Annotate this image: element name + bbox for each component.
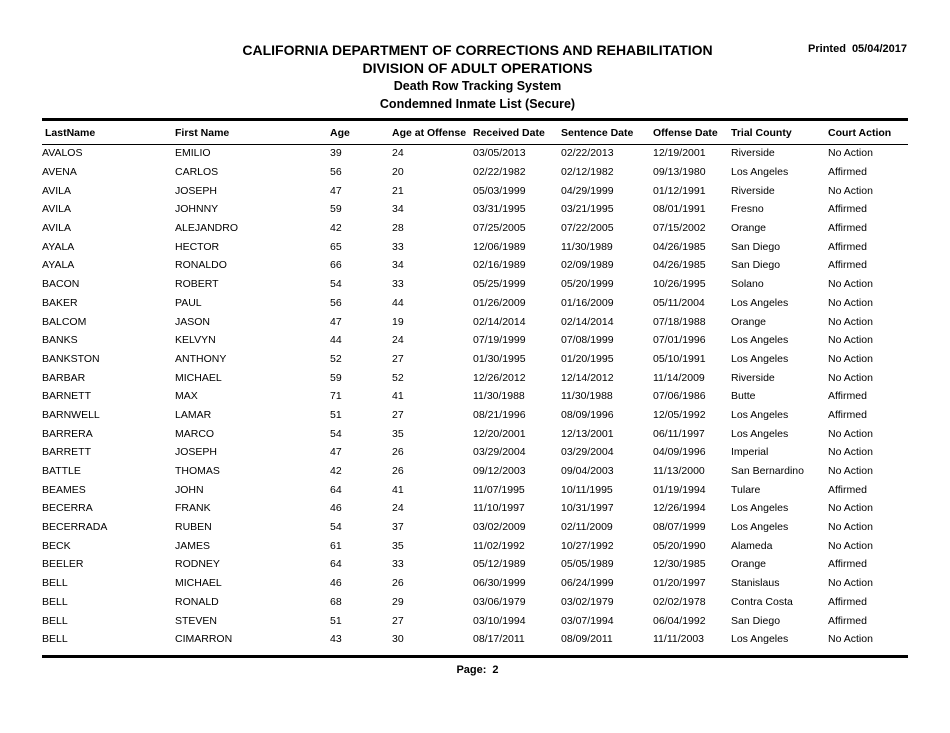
received-date-cell: 01/30/1995 [473,352,526,365]
offense-date-cell: 04/26/1985 [653,240,706,253]
first-name-cell: LAMAR [175,408,212,421]
sentence-date-cell: 05/05/1989 [561,558,614,571]
first-name-cell: FRANK [175,502,211,515]
court-action-cell: No Action [828,371,873,384]
trial-county-cell: Butte [731,390,756,403]
first-name-cell: JAMES [175,539,211,552]
age-at-offense-cell: 21 [392,184,404,197]
trial-county-cell: Solano [731,278,764,291]
age-at-offense-cell: 26 [392,446,404,459]
age-at-offense-cell: 35 [392,427,404,440]
header-col-trial-county: Trial County [731,126,792,139]
offense-date-cell: 01/12/1991 [653,184,706,197]
table-row [42,611,908,630]
age-at-offense-cell: 27 [392,352,404,365]
offense-date-cell: 11/11/2003 [653,633,704,646]
received-date-cell: 08/21/1996 [473,408,526,421]
received-date-cell: 02/16/1989 [473,259,526,272]
table-header [42,121,908,144]
age-at-offense-cell: 34 [392,259,404,272]
sentence-date-cell: 02/12/1982 [561,166,614,179]
court-action-cell: Affirmed [828,595,867,608]
age-cell: 42 [330,222,342,235]
system-title: Death Row Tracking System [393,79,562,93]
table-row [42,406,908,425]
offense-date-cell: 11/13/2000 [653,465,705,478]
table-row [42,630,908,649]
last-name-cell: BATTLE [42,465,81,478]
table-header-row [42,121,908,144]
age-at-offense-cell: 27 [392,408,404,421]
offense-date-cell: 12/05/1992 [653,408,706,421]
court-action-cell: No Action [828,315,873,328]
received-date-cell: 02/14/2014 [473,315,526,328]
age-cell: 52 [330,352,342,365]
table-row [42,256,908,275]
age-at-offense-cell: 20 [392,166,404,179]
offense-date-cell: 07/18/1988 [653,315,706,328]
last-name-cell: BELL [42,614,68,627]
table-row [42,144,908,163]
offense-date-cell: 06/04/1992 [653,614,706,627]
age-cell: 64 [330,558,342,571]
trial-county-cell: Los Angeles [731,502,789,515]
offense-date-cell: 12/19/2001 [653,147,706,160]
age-cell: 61 [330,539,342,552]
table-row [42,480,908,499]
first-name-cell: ALEJANDRO [175,222,239,235]
trial-county-cell: San Diego [731,614,781,627]
age-cell: 59 [330,203,342,216]
age-at-offense-cell: 29 [392,595,404,608]
sentence-date-cell: 12/13/2001 [561,427,614,440]
report-title: Condemned Inmate List (Secure) [379,97,576,111]
sentence-date-cell: 03/29/2004 [561,446,614,459]
court-action-cell: Affirmed [828,166,867,179]
trial-county-cell: Los Angeles [731,296,789,309]
age-cell: 43 [330,633,342,646]
first-name-cell: MARCO [175,427,215,440]
page-number: 2 [492,664,499,676]
age-at-offense-cell: 44 [392,296,404,309]
first-name-cell: MICHAEL [175,371,222,384]
header-col-age-at-offense: Age at Offense [392,126,467,139]
offense-date-cell: 01/20/1997 [653,577,706,590]
received-date-cell: 09/12/2003 [473,465,526,478]
first-name-cell: RUBEN [175,521,212,534]
table-row [42,275,908,294]
received-date-cell: 11/07/1995 [473,483,525,496]
last-name-cell: BARRERA [42,427,93,440]
received-date-cell: 11/30/1988 [473,390,525,403]
first-name-cell: PAUL [175,296,202,309]
table-row [42,555,908,574]
age-cell: 68 [330,595,342,608]
offense-date-cell: 05/10/1991 [653,352,706,365]
trial-county-cell: Orange [731,222,767,235]
sentence-date-cell: 10/11/1995 [561,483,613,496]
first-name-cell: MAX [175,390,198,403]
sentence-date-cell: 12/14/2012 [561,371,614,384]
court-action-cell: No Action [828,502,873,515]
received-date-cell: 03/02/2009 [473,521,526,534]
last-name-cell: BALCOM [42,315,87,328]
age-at-offense-cell: 33 [392,278,404,291]
sentence-date-cell: 01/20/1995 [561,352,614,365]
received-date-cell: 12/26/2012 [473,371,526,384]
first-name-cell: THOMAS [175,465,220,478]
trial-county-cell: Contra Costa [731,595,793,608]
sentence-date-cell: 01/16/2009 [561,296,614,309]
last-name-cell: AYALA [42,259,75,272]
trial-county-cell: Los Angeles [731,166,789,179]
trial-county-cell: San Diego [731,240,781,253]
table-row [42,200,908,219]
age-at-offense-cell: 28 [392,222,404,235]
table-row [42,219,908,238]
sentence-date-cell: 10/27/1992 [561,539,614,552]
table-row [42,499,908,518]
age-cell: 59 [330,371,342,384]
trial-county-cell: Los Angeles [731,334,789,347]
last-name-cell: AYALA [42,240,75,253]
age-cell: 47 [330,184,342,197]
first-name-cell: ANTHONY [175,352,227,365]
offense-date-cell: 05/11/2004 [653,296,705,309]
first-name-cell: EMILIO [175,147,211,160]
trial-county-cell: Los Angeles [731,427,789,440]
printed-label: Printed [808,43,846,55]
table-row [42,424,908,443]
age-at-offense-cell: 24 [392,334,404,347]
received-date-cell: 03/05/2013 [473,147,526,160]
first-name-cell: JASON [175,315,211,328]
first-name-cell: JOSEPH [175,184,218,197]
age-cell: 44 [330,334,342,347]
age-cell: 64 [330,483,342,496]
last-name-cell: BARRETT [42,446,92,459]
last-name-cell: BELL [42,595,68,608]
age-cell: 66 [330,259,342,272]
first-name-cell: RONALDO [175,259,227,272]
age-at-offense-cell: 37 [392,521,404,534]
table-row [42,574,908,593]
court-action-cell: No Action [828,147,873,160]
last-name-cell: AVENA [42,166,77,179]
trial-county-cell: Stanislaus [731,577,780,590]
first-name-cell: KELVYN [175,334,216,347]
trial-county-cell: Orange [731,558,767,571]
sentence-date-cell: 07/22/2005 [561,222,614,235]
court-action-cell: Affirmed [828,259,867,272]
first-name-cell: HECTOR [175,240,220,253]
age-cell: 42 [330,465,342,478]
last-name-cell: BARNWELL [42,408,100,421]
received-date-cell: 07/25/2005 [473,222,526,235]
table-row [42,163,908,182]
trial-county-cell: Alameda [731,539,773,552]
trial-county-cell: Los Angeles [731,521,789,534]
table-row [42,536,908,555]
header-col-received-date: Received Date [473,126,545,139]
trial-county-cell: Riverside [731,147,775,160]
offense-date-cell: 12/26/1994 [653,502,706,515]
received-date-cell: 06/30/1999 [473,577,526,590]
received-date-cell: 05/03/1999 [473,184,526,197]
court-action-cell: Affirmed [828,614,867,627]
age-cell: 65 [330,240,342,253]
printed-date [808,43,907,55]
header-col-court-action: Court Action [828,126,892,139]
last-name-cell: BACON [42,278,80,291]
received-date-cell: 03/29/2004 [473,446,526,459]
last-name-cell: AVILA [42,222,71,235]
received-date-cell: 03/31/1995 [473,203,526,216]
trial-county-cell: Fresno [731,203,764,216]
table-row [42,443,908,462]
court-action-cell: Affirmed [828,222,867,235]
age-at-offense-cell: 26 [392,577,404,590]
first-name-cell: RODNEY [175,558,220,571]
court-action-cell: No Action [828,633,873,646]
age-at-offense-cell: 41 [392,390,404,403]
table-row [42,462,908,481]
header-col-offense-date: Offense Date [653,126,718,139]
table-row [42,331,908,350]
age-at-offense-cell: 35 [392,539,404,552]
table-row [42,387,908,406]
sentence-date-cell: 02/09/1989 [561,259,614,272]
offense-date-cell: 01/19/1994 [653,483,706,496]
offense-date-cell: 11/14/2009 [653,371,705,384]
court-action-cell: Affirmed [828,240,867,253]
received-date-cell: 03/06/1979 [473,595,526,608]
offense-date-cell: 05/20/1990 [653,539,706,552]
first-name-cell: CIMARRON [175,633,233,646]
last-name-cell: BECK [42,539,71,552]
sentence-date-cell: 07/08/1999 [561,334,614,347]
trial-county-cell: Orange [731,315,767,328]
age-at-offense-cell: 34 [392,203,404,216]
age-at-offense-cell: 26 [392,465,404,478]
age-cell: 54 [330,278,342,291]
age-cell: 54 [330,521,342,534]
last-name-cell: BANKSTON [42,352,100,365]
sentence-date-cell: 03/07/1994 [561,614,614,627]
court-action-cell: No Action [828,539,873,552]
age-cell: 46 [330,502,342,515]
age-at-offense-cell: 27 [392,614,404,627]
offense-date-cell: 08/07/1999 [653,521,706,534]
department-title: CALIFORNIA DEPARTMENT OF CORRECTIONS AND REHABILITATION [242,42,713,58]
trial-county-cell: Los Angeles [731,633,789,646]
received-date-cell: 08/17/2011 [473,633,525,646]
court-action-cell: No Action [828,334,873,347]
court-action-cell: No Action [828,427,873,440]
age-cell: 47 [330,315,342,328]
received-date-cell: 05/25/1999 [473,278,526,291]
age-cell: 51 [330,614,342,627]
age-at-offense-cell: 24 [392,147,404,160]
last-name-cell: BEELER [42,558,84,571]
age-cell: 51 [330,408,342,421]
offense-date-cell: 07/06/1986 [653,390,706,403]
sentence-date-cell: 04/29/1999 [561,184,614,197]
court-action-cell: No Action [828,296,873,309]
court-action-cell: Affirmed [828,408,867,421]
trial-county-cell: Los Angeles [731,352,789,365]
court-action-cell: No Action [828,184,873,197]
last-name-cell: BANKS [42,334,78,347]
received-date-cell: 05/12/1989 [473,558,526,571]
court-action-cell: Affirmed [828,483,867,496]
sentence-date-cell: 10/31/1997 [561,502,614,515]
header-col-first-name: First Name [175,126,230,139]
offense-date-cell: 10/26/1995 [653,278,706,291]
last-name-cell: BEAMES [42,483,86,496]
offense-date-cell: 12/30/1985 [653,558,706,571]
table-row [42,350,908,369]
offense-date-cell: 08/01/1991 [653,203,706,216]
last-name-cell: BECERRA [42,502,93,515]
received-date-cell: 12/20/2001 [473,427,526,440]
table-row [42,181,908,200]
trial-county-cell: Tulare [731,483,761,496]
inmate-table [42,121,908,649]
sentence-date-cell: 08/09/2011 [561,633,613,646]
first-name-cell: JOHN [175,483,204,496]
received-date-cell: 11/10/1997 [473,502,525,515]
last-name-cell: BARBAR [42,371,86,384]
received-date-cell: 02/22/1982 [473,166,526,179]
table-row [42,294,908,313]
last-name-cell: AVILA [42,203,71,216]
sentence-date-cell: 11/30/1988 [561,390,613,403]
age-cell: 54 [330,427,342,440]
sentence-date-cell: 02/22/2013 [561,147,614,160]
offense-date-cell: 06/11/1997 [653,427,705,440]
received-date-cell: 11/02/1992 [473,539,525,552]
received-date-cell: 12/06/1989 [473,240,526,253]
offense-date-cell: 07/01/1996 [653,334,706,347]
last-name-cell: BECERRADA [42,521,108,534]
sentence-date-cell: 03/02/1979 [561,595,614,608]
court-action-cell: No Action [828,465,873,478]
header-col-sentence-date: Sentence Date [561,126,634,139]
first-name-cell: MICHAEL [175,577,222,590]
last-name-cell: BELL [42,577,68,590]
sentence-date-cell: 09/04/2003 [561,465,614,478]
trial-county-cell: San Bernardino [731,465,804,478]
court-action-cell: Affirmed [828,390,867,403]
age-at-offense-cell: 41 [392,483,404,496]
table-body [42,144,908,649]
sentence-date-cell: 06/24/1999 [561,577,614,590]
age-cell: 71 [330,390,342,403]
offense-date-cell: 09/13/1980 [653,166,706,179]
age-at-offense-cell: 33 [392,240,404,253]
age-at-offense-cell: 19 [392,315,404,328]
first-name-cell: JOHNNY [175,203,219,216]
header-col-age: Age [330,126,350,139]
received-date-cell: 03/10/1994 [473,614,526,627]
first-name-cell: STEVEN [175,614,218,627]
sentence-date-cell: 03/21/1995 [561,203,614,216]
first-name-cell: CARLOS [175,166,219,179]
offense-date-cell: 07/15/2002 [653,222,706,235]
last-name-cell: BARNETT [42,390,92,403]
division-title: DIVISION OF ADULT OPERATIONS [362,60,593,76]
received-date-cell: 07/19/1999 [473,334,526,347]
trial-county-cell: Los Angeles [731,408,789,421]
court-action-cell: No Action [828,521,873,534]
sentence-date-cell: 08/09/1996 [561,408,614,421]
court-action-cell: No Action [828,352,873,365]
court-action-cell: No Action [828,278,873,291]
printed-date-value: 05/04/2017 [851,43,907,55]
last-name-cell: BELL [42,633,68,646]
received-date-cell: 01/26/2009 [473,296,526,309]
age-cell: 39 [330,147,342,160]
offense-date-cell: 04/26/1985 [653,259,706,272]
sentence-date-cell: 02/14/2014 [561,315,614,328]
sentence-date-cell: 05/20/1999 [561,278,614,291]
sentence-date-cell: 11/30/1989 [561,240,613,253]
table-row [42,518,908,537]
table-row [42,312,908,331]
table-row [42,368,908,387]
court-action-cell: Affirmed [828,203,867,216]
bottom-rule [42,655,908,658]
age-cell: 47 [330,446,342,459]
page-footer [0,664,950,676]
last-name-cell: BAKER [42,296,78,309]
court-action-cell: No Action [828,577,873,590]
last-name-cell: AVILA [42,184,71,197]
court-action-cell: Affirmed [828,558,867,571]
table-row [42,237,908,256]
offense-date-cell: 02/02/1978 [653,595,706,608]
first-name-cell: ROBERT [175,278,219,291]
age-cell: 46 [330,577,342,590]
age-cell: 56 [330,296,342,309]
header-col-lastname: LastName [45,126,96,139]
table-row [42,593,908,612]
court-action-cell: No Action [828,446,873,459]
first-name-cell: RONALD [175,595,219,608]
age-at-offense-cell: 33 [392,558,404,571]
age-at-offense-cell: 30 [392,633,404,646]
age-cell: 56 [330,166,342,179]
trial-county-cell: Imperial [731,446,769,459]
page-label: Page: [456,664,487,676]
age-at-offense-cell: 52 [392,371,404,384]
trial-county-cell: San Diego [731,259,781,272]
trial-county-cell: Riverside [731,184,775,197]
sentence-date-cell: 02/11/2009 [561,521,613,534]
trial-county-cell: Riverside [731,371,775,384]
last-name-cell: AVALOS [42,147,83,160]
offense-date-cell: 04/09/1996 [653,446,706,459]
first-name-cell: JOSEPH [175,446,218,459]
age-at-offense-cell: 24 [392,502,404,515]
